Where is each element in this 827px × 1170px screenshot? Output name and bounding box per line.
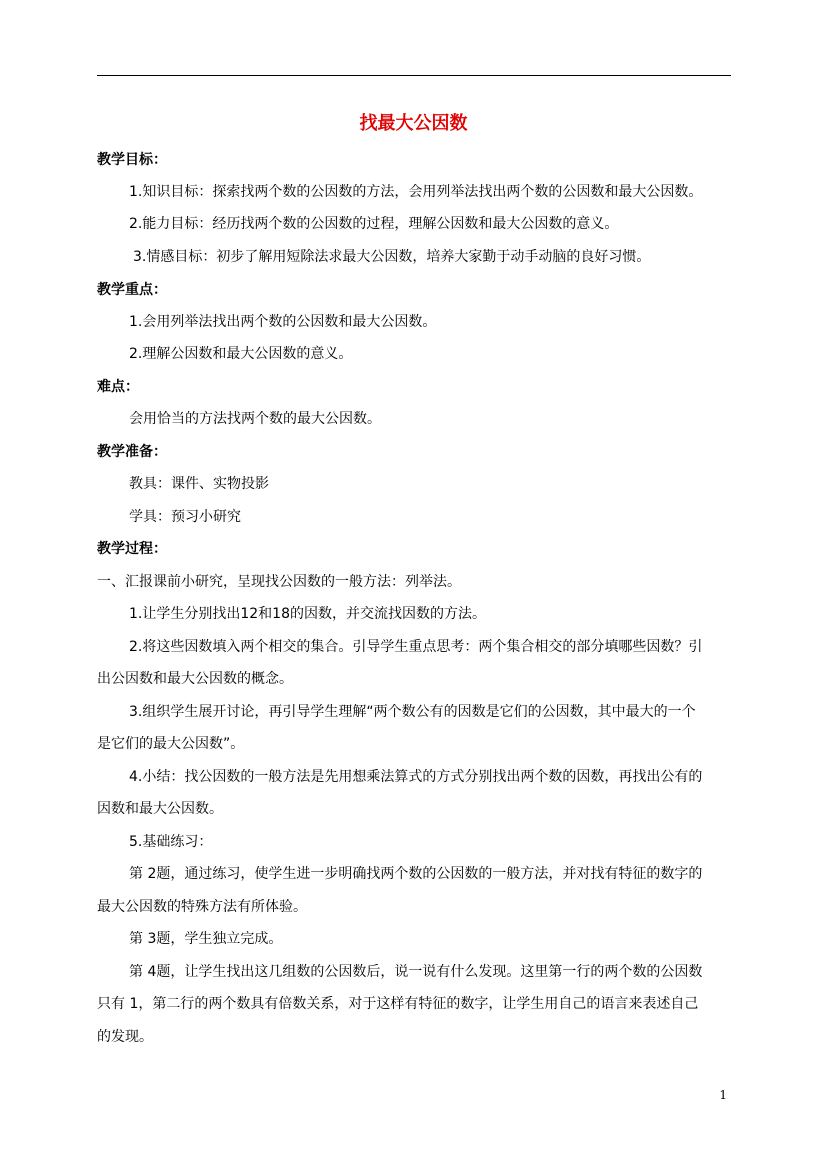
- paragraph-line: 的发现。: [97, 1029, 153, 1045]
- paragraph-line: 学具：预习小研究: [129, 509, 241, 525]
- paragraph-line: 因数和最大公因数。: [97, 801, 223, 817]
- heading-process: 教学过程：: [97, 541, 167, 557]
- page-number: 1: [719, 1088, 727, 1102]
- paragraph-line: 5.基础练习：: [129, 834, 213, 850]
- paragraph-line: 2.能力目标：经历找两个数的公因数的过程，理解公因数和最大公因数的意义。: [129, 216, 619, 232]
- paragraph-line: 4.小结：找公因数的一般方法是先用想乘法算式的方式分别找出两个数的因数，再找出公有的: [129, 769, 703, 785]
- heading-difficulty: 难点：: [97, 379, 139, 395]
- paragraph-line: 是它们的最大公因数”。: [97, 736, 245, 752]
- paragraph-line: 教具：课件、实物投影: [129, 476, 269, 492]
- paragraph-line: 只有 1，第二行的两个数具有倍数关系，对于这样有特征的数字，让学生用自己的语言来表述自己: [97, 996, 699, 1012]
- paragraph-line: 2.理解公因数和最大公因数的意义。: [129, 346, 353, 362]
- header-rule: [97, 75, 731, 76]
- paragraph-line: 1.知识目标：探索找两个数的公因数的方法，会用列举法找出两个数的公因数和最大公因数。: [129, 184, 703, 200]
- paragraph-line: 最大公因数的特殊方法有所体验。: [97, 899, 307, 915]
- heading-objectives: 教学目标：: [97, 152, 167, 168]
- paragraph-line: 1.让学生分别找出12和18的因数，并交流找因数的方法。: [129, 606, 486, 622]
- paragraph-line: 第 2题，通过练习，使学生进一步明确找两个数的公因数的一般方法，并对找有特征的数字的: [129, 866, 703, 882]
- heading-key-points: 教学重点：: [97, 282, 167, 298]
- heading-preparation: 教学准备：: [97, 444, 167, 460]
- paragraph-line: 会用恰当的方法找两个数的最大公因数。: [129, 411, 381, 427]
- paragraph-line: 3.组织学生展开讨论，再引导学生理解“两个数公有的因数是它们的公因数，其中最大的一个: [129, 704, 696, 720]
- paragraph-line: 一、汇报课前小研究，呈现找公因数的一般方法：列举法。: [97, 574, 461, 590]
- paragraph-line: 2.将这些因数填入两个相交的集合。引导学生重点思考：两个集合相交的部分填哪些因数？引: [129, 639, 703, 655]
- paragraph-line: 第 4题，让学生找出这几组数的公因数后，说一说有什么发现。这里第一行的两个数的公因数: [129, 964, 703, 980]
- paragraph-line: 3.情感目标：初步了解用短除法求最大公因数，培养大家勤于动手动脑的良好习惯。: [133, 249, 651, 265]
- document-title: 找最大公因数: [359, 113, 468, 134]
- paragraph-line: 1.会用列举法找出两个数的公因数和最大公因数。: [129, 314, 437, 330]
- paragraph-line: 第 3题，学生独立完成。: [129, 931, 283, 947]
- paragraph-line: 出公因数和最大公因数的概念。: [97, 671, 293, 687]
